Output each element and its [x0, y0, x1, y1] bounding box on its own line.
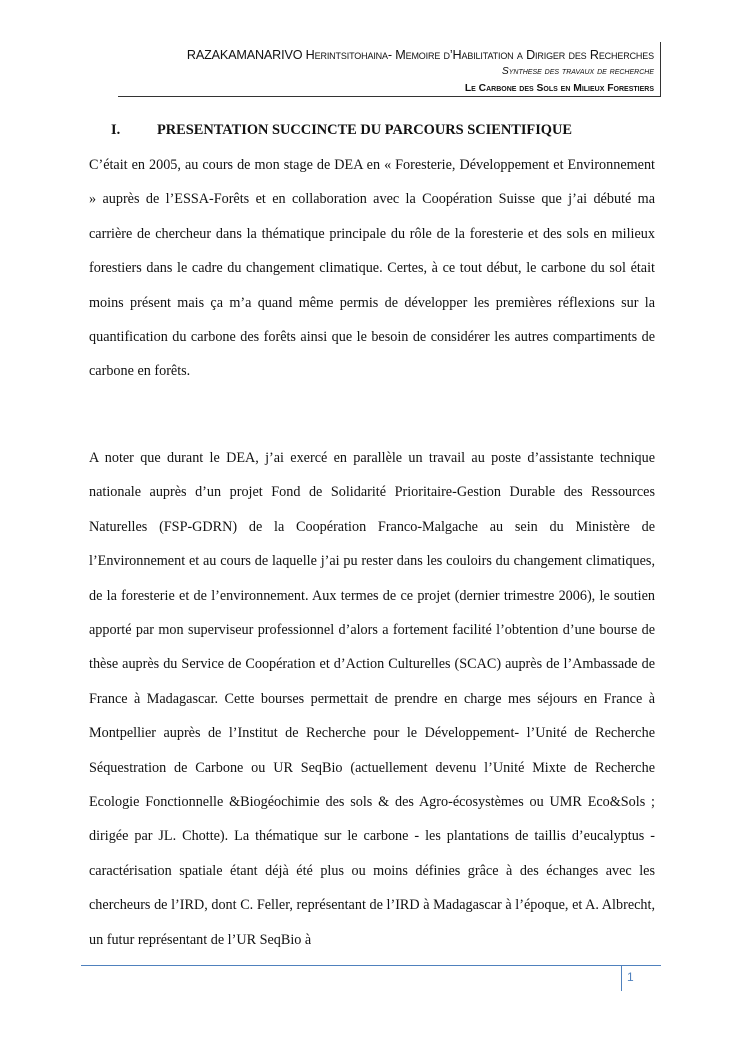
- footer-divider: [81, 965, 661, 966]
- body-paragraph: C’était en 2005, au cours de mon stage de DEA en « Foresterie, Développement et Environnement » auprès de l’ESSA-Forêts et en collaboration avec la Coopération Suisse que j’ai débuté ma carrière de chercheur dans la thématique principale du rôle de la foresterie et des sols en milieux forestiers dans le cadre du changement climatique. Certes, à ce tout début, le carbone du sol était moins présent mais ça m’a quand même permis de développer les premières réflexions sur la quantification du carbone des forêts ainsi que le besoin de considérer les autres compartiments de carbone en forêts.: [89, 157, 655, 380]
- section-title: PRESENTATION SUCCINCTE DU PARCOURS SCIENTIFIQUE: [157, 122, 572, 138]
- section-heading: [111, 122, 572, 139]
- header-subtitle: Synthese des travaux de recherche: [501, 66, 654, 77]
- body-paragraph: A noter que durant le DEA, j’ai exercé en parallèle un travail au poste d’assistante technique nationale auprès d’un projet Fond de Solidarité Prioritaire-Gestion Durable des Ressources Naturelles (FSP-GDRN) de la Coopération Franco-Malgache au sein du Ministère de l’Environnement et au cours de laquelle j’ai pu rester dans les couloirs du changement climatiques, de la foresterie et de l’environnement. Aux termes de ce projet (dernier trimestre 2006), le soutien apporté par mon superviseur professionnel d’alors a fortement facilité l’obtention d’une bourse de thèse auprès du Service de Coopération et d’Action Culturelles (SCAC) auprès de l’Ambassade de France à Madagascar. Cette bourses permettait de prendre en charge mes séjours en France à Montpellier auprès de l’Institut de Recherche pour le Développement- l’Unité de Recherche Séquestration de Carbone ou UR SeqBio (actuellement devenu l’Unité Mixte de Recherche Ecologie Fonctionnelle &Biogéochimie des sols & des Agro-écosystèmes ou UMR Eco&Sols ; dirigée par JL. Chotte). La thématique sur le carbone - les plantations de taillis d’eucalyptus - caractérisation spatiale étant déjà été plus ou moins définies grâce à des échanges avec les chercheurs de l’IRD, dont C. Feller, représentant de l’IRD à Madagascar à l’époque, et A. Albrecht, un futur représentant de l’UR SeqBio à: [89, 450, 655, 948]
- running-header: [118, 42, 661, 97]
- section-number: I.: [111, 122, 121, 138]
- header-topic: Le Carbone des Sols en Milieux Forestiers: [464, 83, 654, 94]
- page-number: 1: [627, 970, 634, 984]
- header-author-title: RAZAKAMANARIVO Herintsitohaina- Memoire d’Habilitation a Diriger des Recherches: [186, 48, 654, 62]
